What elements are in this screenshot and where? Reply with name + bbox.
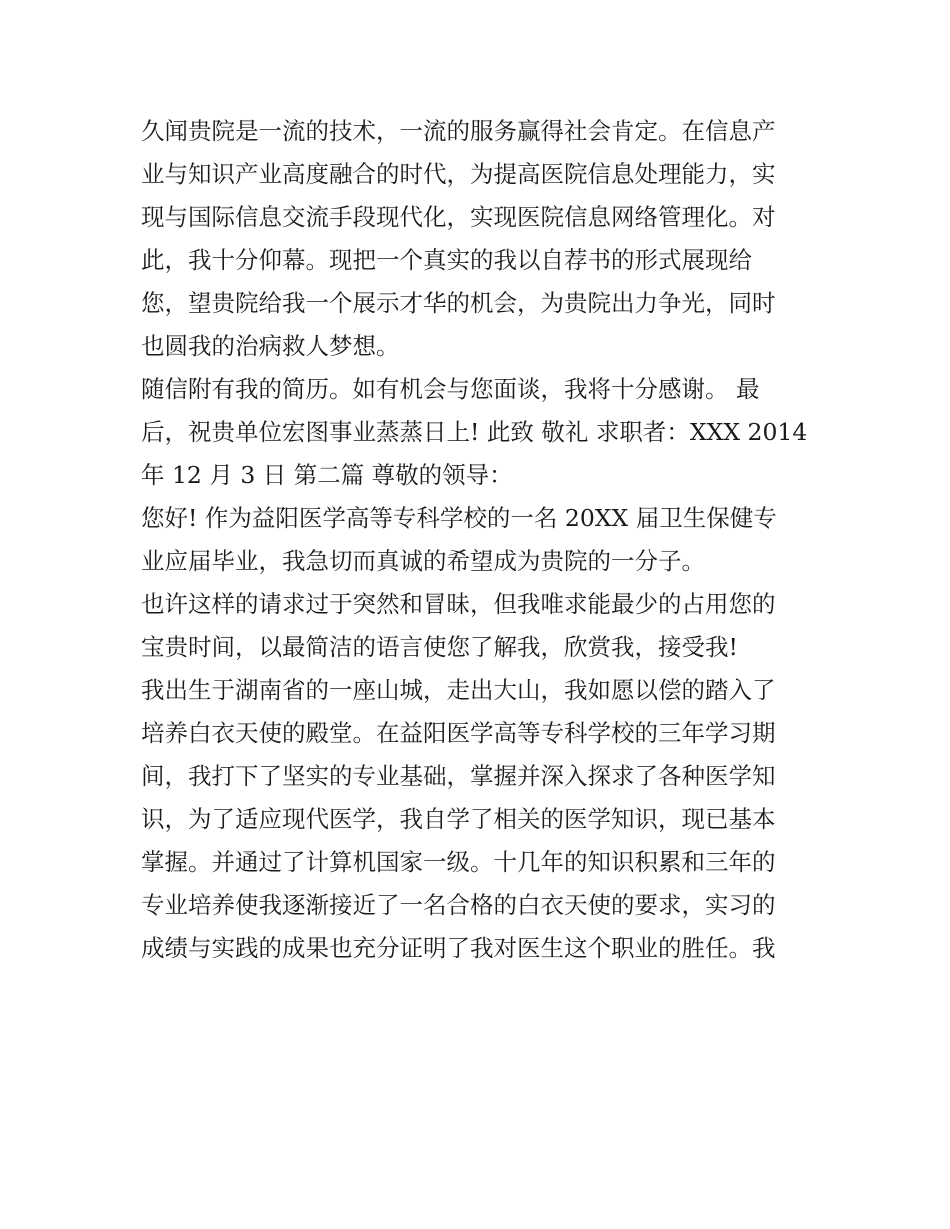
text-line: 久闻贵院是一流的技术，一流的服务赢得社会肯定。在信息产 [141, 117, 776, 145]
text-line: 我出生于湖南省的一座山城，走出大山，我如愿以偿的踏入了 [141, 676, 776, 704]
text-line: 也许这样的请求过于突然和冒昧，但我唯求能最少的占用您的 [141, 590, 776, 618]
text-line: 培养白衣天使的殿堂。在益阳医学高等专科学校的三年学习期 [141, 719, 776, 747]
text-line: 成绩与实践的成果也充分证明了我对医生这个职业的胜任。我 [141, 934, 776, 962]
text-line: 业应届毕业，我急切而真诚的希望成为贵院的一分子。 [141, 547, 705, 575]
text-line: 宝贵时间，以最简洁的语言使您了解我，欣赏我，接受我! [141, 633, 738, 661]
text-line: 也圆我的治病救人梦想。 [141, 332, 400, 360]
text-line: 此，我十分仰幕。现把一个真实的我以自荐书的形式展现给 [141, 246, 752, 274]
text-line: 专业培养使我逐渐接近了一名合格的白衣天使的要求，实习的 [141, 891, 776, 919]
text-line: 随信附有我的简历。如有机会与您面谈，我将十分感谢。 最 [141, 375, 760, 403]
text-line: 您好! 作为益阳医学高等专科学校的一名 20XX 届卫生保健专 [141, 504, 777, 532]
text-line: 年 12 月 3 日 第二篇 尊敬的领导： [141, 461, 513, 489]
text-line: 业与知识产业高度融合的时代，为提高医院信息处理能力，实 [141, 160, 776, 188]
text-line: 现与国际信息交流手段现代化，实现医院信息网络管理化。对 [141, 203, 776, 231]
text-line: 后，祝贵单位宏图事业蒸蒸日上! 此致 敬礼 求职者：XXX 2014 [141, 418, 808, 446]
text-line: 掌握。并通过了计算机国家一级。十几年的知识积累和三年的 [141, 848, 776, 876]
text-line: 间，我打下了坚实的专业基础，掌握并深入探求了各种医学知 [141, 762, 776, 790]
text-line: 您，望贵院给我一个展示才华的机会，为贵院出力争光，同时 [141, 289, 776, 317]
text-line: 识，为了适应现代医学，我自学了相关的医学知识，现已基本 [141, 805, 776, 833]
document-body [141, 110, 813, 970]
